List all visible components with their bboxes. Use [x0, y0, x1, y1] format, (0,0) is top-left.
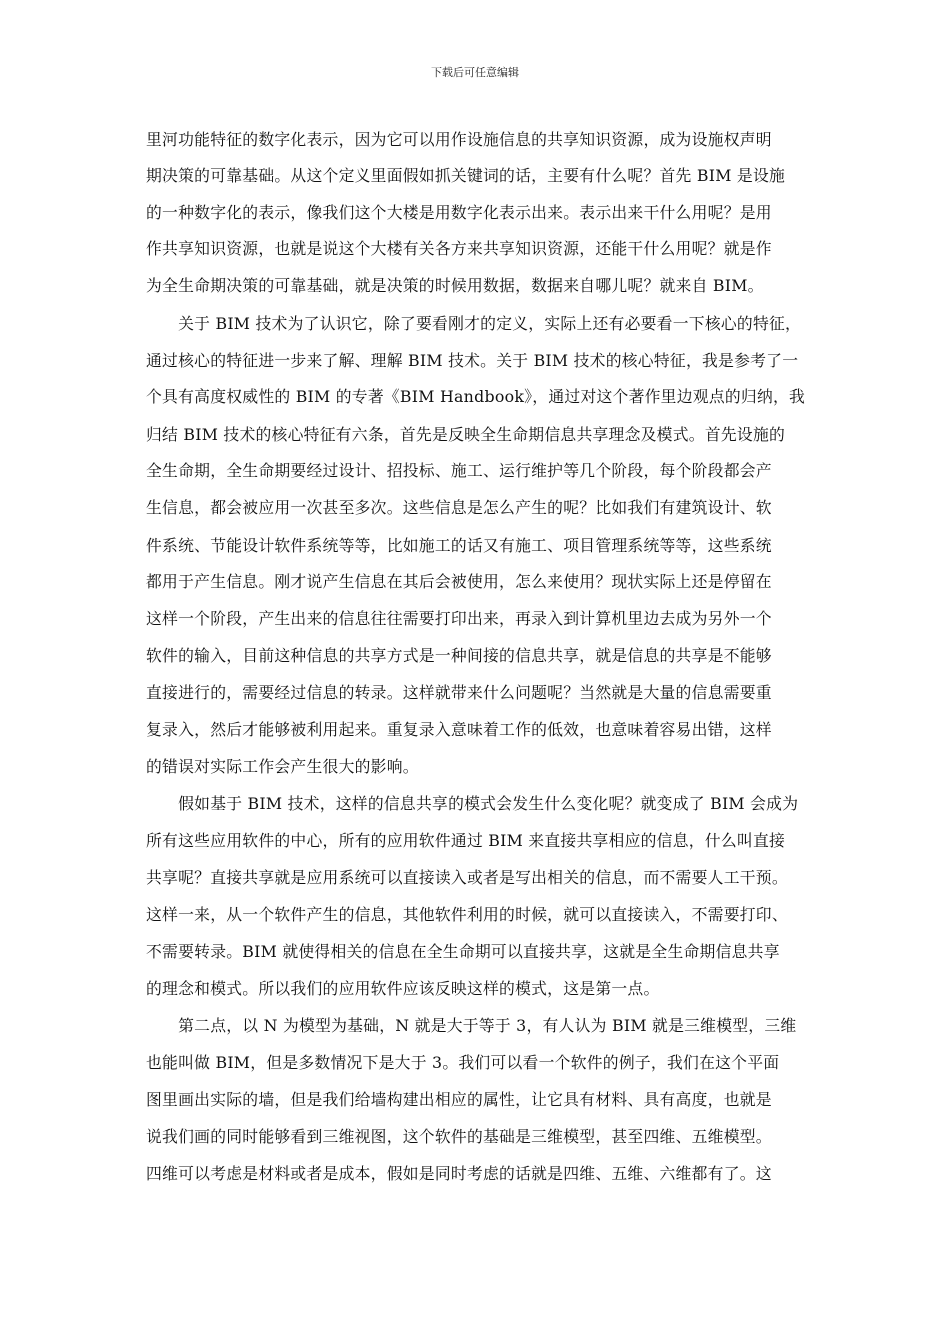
body-text-line: 期决策的可靠基础。从这个定义里面假如抓关键词的话，主要有什么呢？首先 BIM 是设施 [146, 166, 786, 185]
body-text-line: 软件的输入，目前这种信息的共享方式是一种间接的信息共享，就是信息的共享是不能够 [146, 646, 772, 665]
body-text-line: 共享呢？直接共享就是应用系统可以直接读入或者是写出相关的信息，而不需要人工干预。 [146, 868, 788, 887]
body-text-line: 直接进行的，需要经过信息的转录。这样就带来什么问题呢？当然就是大量的信息需要重 [146, 683, 772, 702]
body-text-line: 复录入，然后才能够被利用起来。重复录入意味着工作的低效，也意味着容易出错，这样 [146, 720, 772, 739]
body-text-line: 里河功能特征的数字化表示，因为它可以用作设施信息的共享知识资源，成为设施权声明 [146, 130, 772, 149]
body-text-line: 关于 BIM 技术为了认识它，除了要看刚才的定义，实际上还有必要看一下核心的特征， [146, 314, 802, 333]
body-text-line: 的理念和模式。所以我们的应用软件应该反映这样的模式，这是第一点。 [146, 979, 660, 998]
body-text-line: 归结 BIM 技术的核心特征有六条，首先是反映全生命期信息共享理念及模式。首先设施的 [146, 425, 786, 444]
body-text-line: 都用于产生信息。刚才说产生信息在其后会被使用，怎么来使用？现状实际上还是停留在 [146, 572, 772, 591]
body-text-line: 个具有高度权威性的 BIM 的专著《BIM Handbook》，通过对这个著作里边观点的归纳，我 [146, 387, 806, 406]
body-text-line: 说我们画的同时能够看到三维视图，这个软件的基础是三维模型，甚至四维、五维模型。 [146, 1127, 772, 1146]
body-text-line: 也能叫做 BIM，但是多数情况下是大于 3。我们可以看一个软件的例子，我们在这个平面 [146, 1053, 780, 1072]
body-text-line: 全生命期，全生命期要经过设计、招投标、施工、运行维护等几个阶段，每个阶段都会产 [146, 461, 772, 480]
body-text-line: 这样一来，从一个软件产生的信息，其他软件利用的时候，就可以直接读入，不需要打印、 [146, 905, 788, 924]
body-text-line: 通过核心的特征进一步来了解、理解 BIM 技术。关于 BIM 技术的核心特征，我是参考了一 [146, 351, 799, 370]
body-text-line: 的错误对实际工作会产生很大的影响。 [146, 757, 419, 776]
body-text-line: 作共享知识资源，也就是说这个大楼有关各方来共享知识资源，还能干什么用呢？就是作 [146, 239, 772, 258]
body-text-line: 生信息，都会被应用一次甚至多次。这些信息是怎么产生的呢？比如我们有建筑设计、软 [146, 498, 772, 517]
body-text-line: 这样一个阶段，产生出来的信息往往需要打印出来，再录入到计算机里边去成为另外一个 [146, 609, 772, 628]
body-text-line: 四维可以考虑是材料或者是成本，假如是同时考虑的话就是四维、五维、六维都有了。这 [146, 1164, 772, 1183]
body-text-line: 件系统、节能设计软件系统等等，比如施工的话又有施工、项目管理系统等等，这些系统 [146, 536, 772, 555]
body-text-line: 图里画出实际的墙，但是我们给墙构建出相应的属性，让它具有材料、具有高度，也就是 [146, 1090, 772, 1109]
body-text-line: 的一种数字化的表示，像我们这个大楼是用数字化表示出来。表示出来干什么用呢？是用 [146, 203, 772, 222]
page-header: 下载后可任意编辑 [431, 66, 519, 79]
body-text-line: 为全生命期决策的可靠基础，就是决策的时候用数据，数据来自哪儿呢？就来自 BIM。 [146, 276, 764, 295]
body-text-line: 假如基于 BIM 技术，这样的信息共享的模式会发生什么变化呢？就变成了 BIM 会成为 [146, 794, 799, 813]
body-text-line: 第二点，以 N 为模型为基础，N 就是大于等于 3，有人认为 BIM 就是三维模型，三维 [146, 1016, 797, 1035]
body-text-line: 所有这些应用软件的中心，所有的应用软件通过 BIM 来直接共享相应的信息，什么叫直接 [146, 831, 786, 850]
body-text-line: 不需要转录。BIM 就使得相关的信息在全生命期可以直接共享，这就是全生命期信息共享 [146, 942, 780, 961]
